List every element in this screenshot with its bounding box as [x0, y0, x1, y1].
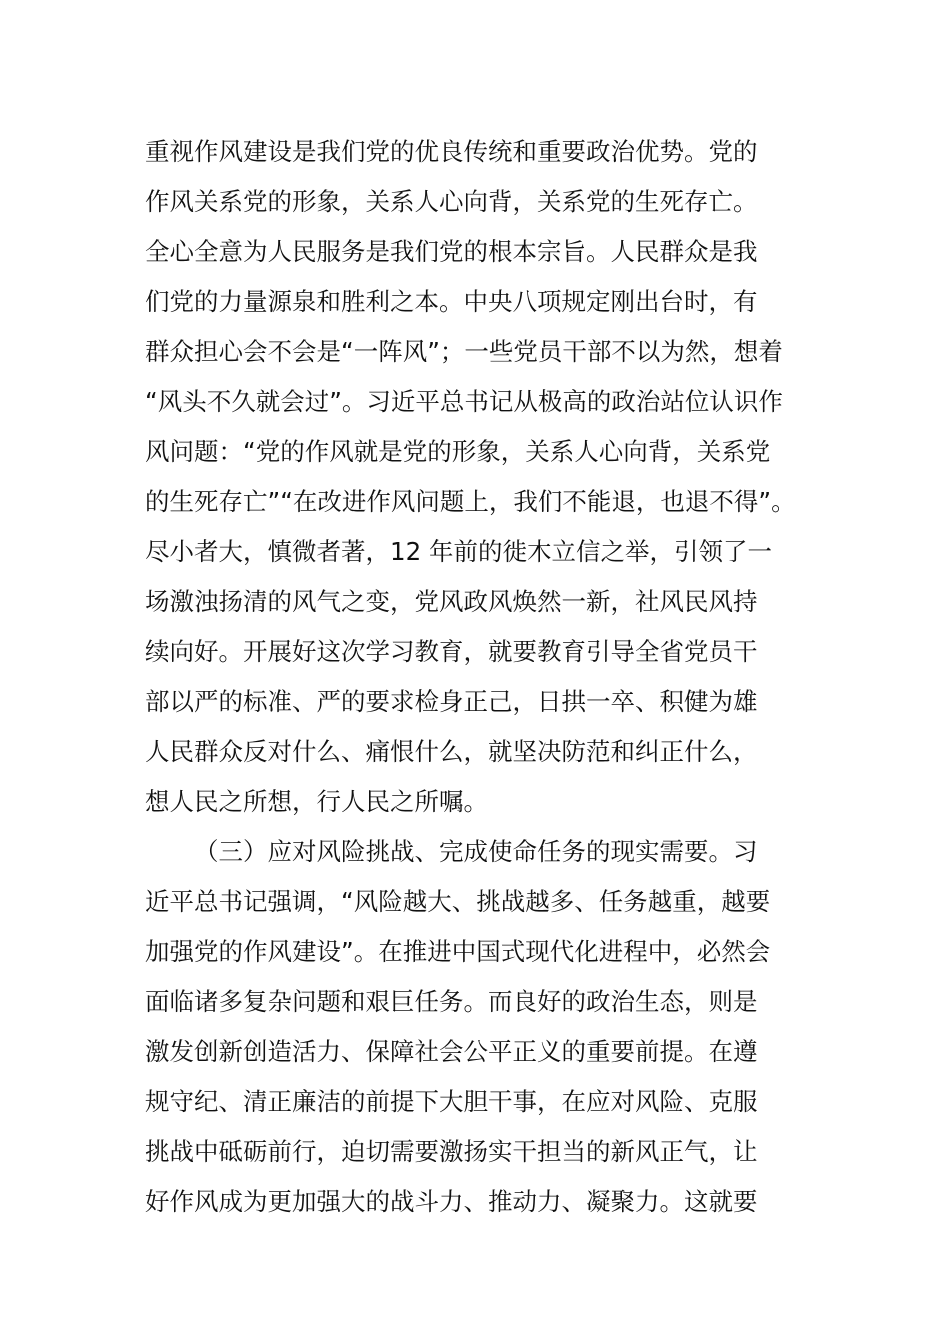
text-line: 加强党的作风建设”。在推进中国式现代化进程中，必然会: [145, 937, 771, 966]
text-line: 续向好。开展好这次学习教育，就要教育引导全省党员干: [145, 637, 758, 666]
text-line: 人民群众反对什么、痛恨什么，就坚决防范和纠正什么，: [145, 737, 758, 766]
text-line: 重视作风建设是我们党的优良传统和重要政治优势。党的: [145, 137, 758, 166]
text-line: 们党的力量源泉和胜利之本。中央八项规定刚出台时，有: [145, 287, 758, 316]
text-line: 好作风成为更加强大的战斗力、推动力、凝聚力。这就要: [145, 1187, 758, 1216]
text-line: 部以严的标准、严的要求检身正己，日拱一卒、积健为雄: [145, 687, 758, 716]
text-line: 风问题：“党的作风就是党的形象，关系人心向背，关系党: [145, 437, 771, 466]
text-line: 作风关系党的形象，关系人心向背，关系党的生死存亡。: [145, 187, 758, 216]
text-line: 面临诸多复杂问题和艰巨任务。而良好的政治生态，则是: [145, 987, 758, 1016]
text-line: 群众担心会不会是“一阵风”；一些党员干部不以为然，想着: [145, 337, 783, 366]
text-line: 近平总书记强调，“风险越大、挑战越多、任务越重，越要: [145, 887, 771, 916]
text-line: 挑战中砥砺前行，迫切需要激扬实干担当的新风正气，让: [145, 1137, 758, 1166]
text-line: 的生死存亡”“在改进作风问题上，我们不能退，也退不得”。: [145, 487, 796, 516]
section-heading-line: （三）应对风险挑战、完成使命任务的现实需要。习: [194, 837, 758, 866]
text-line: 尽小者大，慎微者著，12 年前的徙木立信之举，引领了一: [145, 537, 772, 566]
text-line: 场激浊扬清的风气之变，党风政风焕然一新，社风民风持: [145, 587, 758, 616]
text-line: 想人民之所想，行人民之所嘱。: [145, 787, 488, 816]
text-line: 激发创新创造活力、保障社会公平正义的重要前提。在遵: [145, 1037, 758, 1066]
text-line: 全心全意为人民服务是我们党的根本宗旨。人民群众是我: [145, 237, 758, 266]
text-line: 规守纪、清正廉洁的前提下大胆干事，在应对风险、克服: [145, 1087, 758, 1116]
body-text: [145, 127, 825, 1227]
text-line: “风头不久就会过”。习近平总书记从极高的政治站位认识作: [145, 387, 783, 416]
